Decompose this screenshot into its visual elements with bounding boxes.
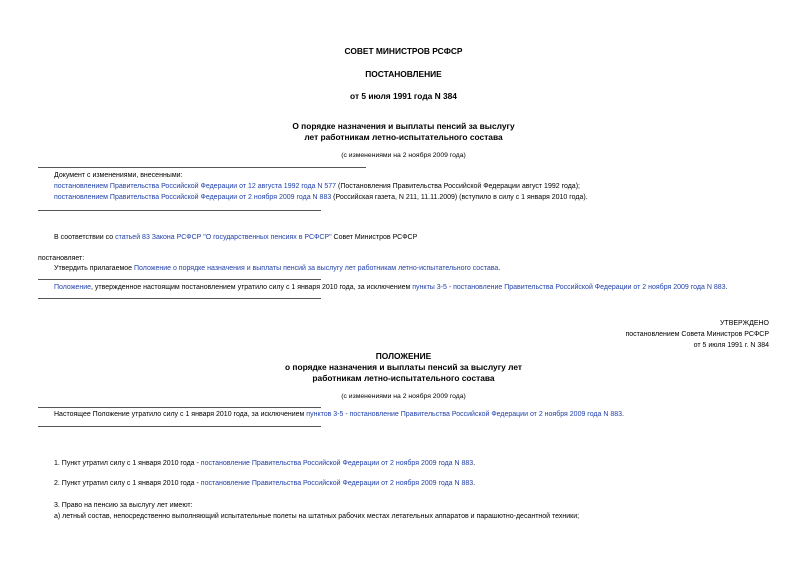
point-text: 1. Пункт утратил силу с 1 января 2010 года - [54, 460, 201, 467]
title-line-1: О порядке назначения и выплаты пенсий за выслугу [292, 121, 515, 131]
point-3: 3. Право на пенсию за выслугу лет имеют: [54, 502, 193, 509]
repeal-link[interactable]: постановление Правительства Российской Федерации от 2 ноября 2009 года N 883 [200, 480, 474, 487]
amendment-item [54, 183, 580, 190]
approve-text: . [498, 265, 501, 272]
regulation-subtitle-1: о порядке назначения и выплаты пенсий за выслугу лет [284, 362, 523, 372]
regulation-validity-note [54, 411, 624, 418]
divider [38, 210, 321, 211]
point-1 [54, 460, 475, 467]
divider [38, 298, 321, 299]
title-line-2: лет работникам летно-испытательного состава [304, 132, 503, 142]
divider [38, 426, 321, 427]
regulation-subtitle-2: работникам летно-испытательного состава [312, 373, 495, 383]
point-2 [54, 480, 475, 487]
point-text: 2. Пункт утратил силу с 1 января 2010 года - [54, 480, 201, 487]
validity-note-text: , утвержденное настоящим постановлением утратило силу с 1 января 2010 года, за исключением [91, 284, 413, 291]
regulation-link[interactable]: Положение о порядке назначения и выплаты пенсий за выслугу лет работникам летно-испытательного состава [134, 265, 499, 272]
points-exception-link[interactable]: пункты 3-5 - постановление Правительства Российской Федерации от 2 ноября 2009 года N 883 [412, 284, 726, 291]
approved-by: постановлением Совета Министров РСФСР [625, 331, 769, 338]
regulation-short-link[interactable]: Положение [54, 284, 91, 291]
changes-note: (с изменениями на 2 ноября 2009 года) [341, 152, 466, 159]
approved-label: УТВЕРЖДЕНО [719, 320, 769, 327]
point-text: . [473, 460, 476, 467]
amendment-link[interactable]: постановлением Правительства Российской Федерации от 2 ноября 2009 года N 883 [54, 194, 332, 201]
amendments-intro: Документ с изменениями, внесенными: [54, 172, 183, 179]
regulation-changes-note: (с изменениями на 2 ноября 2009 года) [341, 393, 466, 400]
amendment-details: (Российская газета, N 211, 11.11.2009) (вступило в силу с 1 января 2010 года). [331, 194, 588, 201]
preamble [54, 234, 417, 241]
date-number-heading: от 5 июля 1991 года N 384 [350, 91, 457, 101]
preamble-text: В соответствии со [54, 234, 116, 241]
resolves-label: постановляет: [38, 255, 85, 262]
authority-heading: СОВЕТ МИНИСТРОВ РСФСР [344, 46, 463, 56]
point-3a: а) летный состав, непосредственно выполняющий испытательные полеты на штатных рабочих местах летательных аппаратов и парашютно-десантной техники; [54, 513, 580, 520]
regulation-validity-text: Настоящее Положение утратило силу с 1 января 2010 года, за исключением [54, 411, 307, 418]
amendment-link[interactable]: постановлением Правительства Российской Федерации от 12 августа 1992 года N 577 [54, 183, 337, 190]
amendment-details: (Постановления Правительства Российской Федерации август 1992 года); [336, 183, 580, 190]
approve-text: Утвердить прилагаемое [54, 265, 135, 272]
approve-paragraph [54, 265, 500, 272]
regulation-validity-text: . [622, 411, 624, 418]
approved-date: от 5 июля 1991 г. N 384 [693, 342, 769, 349]
repeal-link[interactable]: постановление Правительства Российской Федерации от 2 ноября 2009 года N 883 [200, 460, 474, 467]
validity-note [54, 284, 727, 291]
divider [38, 167, 366, 168]
points-exception-link[interactable]: пунктов 3-5 - постановление Правительства Российской Федерации от 2 ноября 2009 года N 883 [306, 411, 623, 418]
divider [38, 279, 321, 280]
regulation-title: ПОЛОЖЕНИЕ [375, 351, 432, 361]
divider [38, 407, 321, 408]
point-text: . [473, 480, 476, 487]
preamble-text: Совет Министров РСФСР [331, 234, 418, 241]
law-article-link[interactable]: статьей 83 Закона РСФСР "О государственных пенсиях в РСФСР" [115, 234, 332, 241]
amendment-item [54, 194, 588, 201]
validity-note-text: . [725, 284, 728, 291]
doc-type-heading: ПОСТАНОВЛЕНИЕ [365, 69, 442, 79]
